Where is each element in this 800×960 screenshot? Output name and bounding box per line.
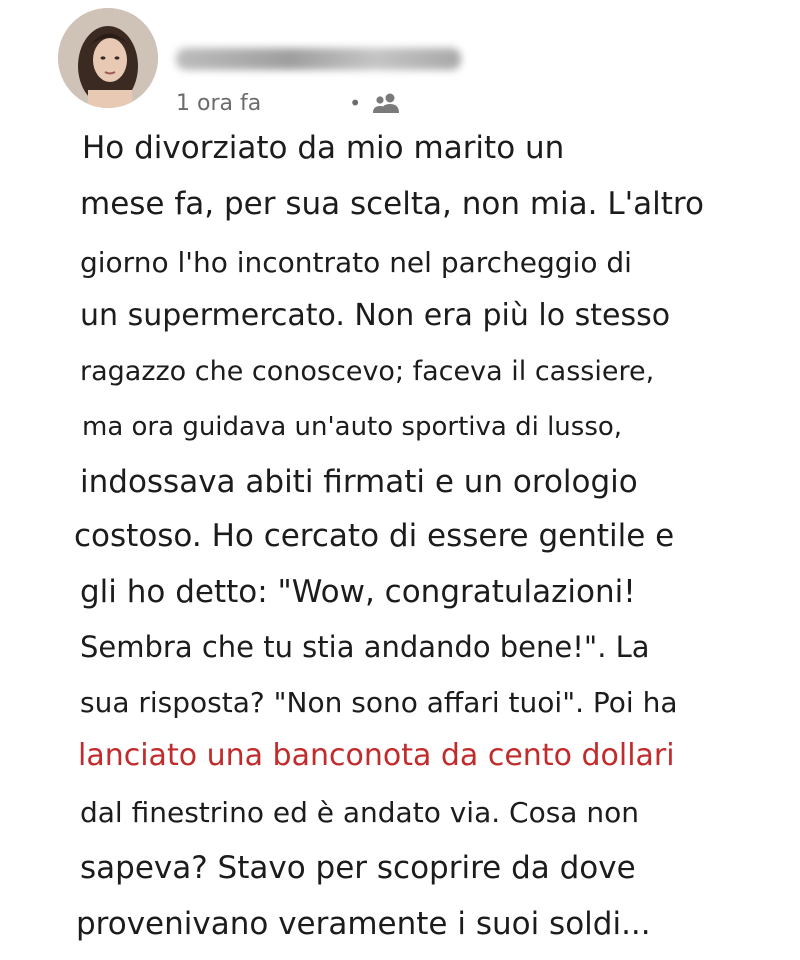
post-line-13: dal finestrino ed è andato via. Cosa non bbox=[80, 796, 639, 829]
post-line-14: sapeva? Stavo per scoprire da dove bbox=[80, 850, 636, 886]
post-line-3: giorno l'ho incontrato nel parcheggio di bbox=[80, 246, 632, 279]
avatar-photo-icon bbox=[58, 8, 158, 108]
post-line-2: mese fa, per sua scelta, non mia. L'altro bbox=[80, 186, 704, 222]
post-line-1: Ho divorziato da mio marito un bbox=[82, 130, 565, 166]
friends-icon[interactable] bbox=[371, 91, 401, 115]
post-line-4: un supermercato. Non era più lo stesso bbox=[80, 298, 671, 333]
post-line-15: provenivano veramente i suoi soldi... bbox=[76, 906, 651, 942]
post-line-5: ragazzo che conoscevo; faceva il cassiere, bbox=[80, 356, 655, 387]
post-line-6: ma ora guidava un'auto sportiva di lusso, bbox=[82, 412, 623, 442]
post-line-11: sua risposta? "Non sono affari tuoi". Poi ha bbox=[80, 686, 678, 719]
post-line-7: indossava abiti firmati e un orologio bbox=[80, 464, 638, 500]
author-name[interactable] bbox=[176, 48, 461, 70]
timestamp[interactable]: 1 ora fa bbox=[176, 90, 262, 116]
separator-dot: • bbox=[349, 91, 361, 115]
post-header bbox=[58, 8, 478, 116]
post-meta bbox=[176, 88, 401, 118]
post-line-8: costoso. Ho cercato di essere gentile e bbox=[74, 518, 675, 554]
post-line-10: Sembra che tu stia andando bene!". La bbox=[80, 630, 650, 664]
post-line-12-highlight: lanciato una banconota da cento dollari bbox=[78, 738, 675, 773]
avatar[interactable] bbox=[58, 8, 158, 108]
post-line-9: gli ho detto: "Wow, congratulazioni! bbox=[80, 574, 636, 610]
